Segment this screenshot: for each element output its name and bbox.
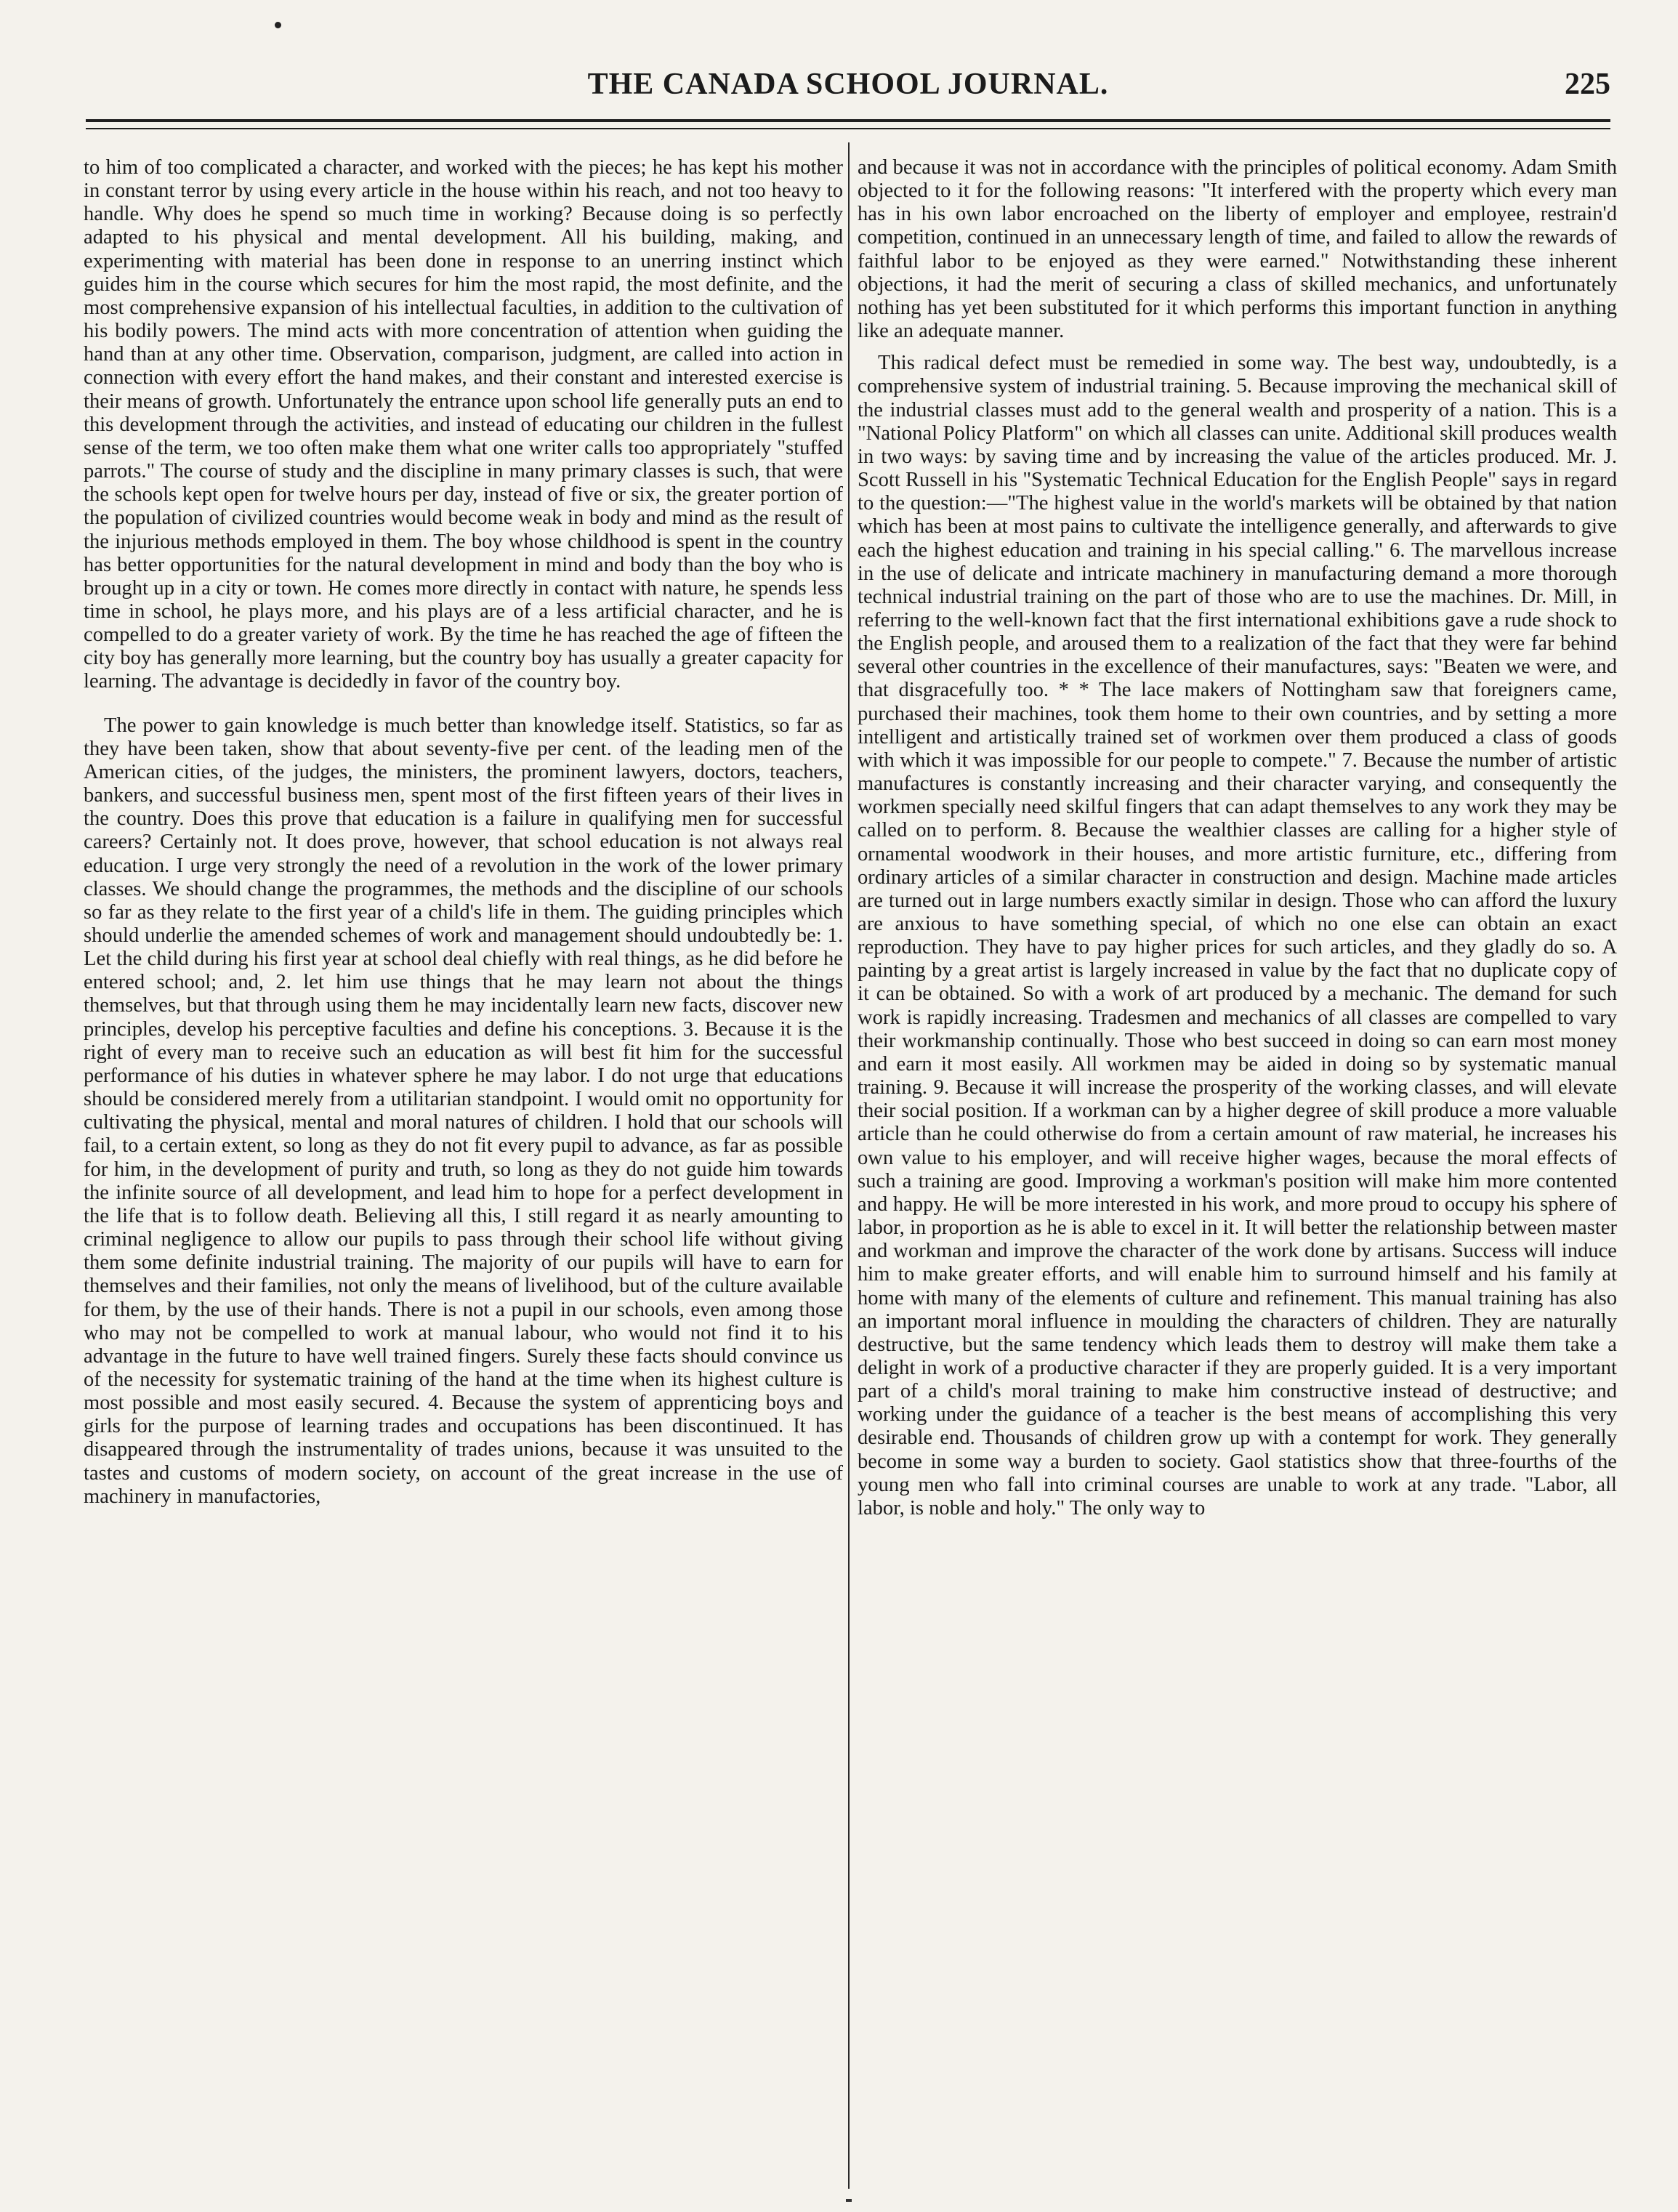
right-paragraph-2: This radical defect must be remedied in some way. The best way, undoubtedly, is a comprehensive system of industrial training. 5. Because improving the mechanical skill of the industrial classes must add to the general wealth and prosperity of a nation. This is a "National Policy Platform" on which all classes can unite. Additional skill produces wealth in two ways: by saving time and by increasing the value of the articles produced. Mr. J. Scott Russell in his "Systematic Technical Education for the English People" says in regard to the question:—"The highest value in the world's markets will be obtained by that nation which has been at most pains to cultivate the intelligence generally, and afterwards to give each the highest education and training in his special calling." 6. The marvellous increase in the use of delicate and intricate machinery in manufacturing demand a more thorough technical industrial training on the part of those who are to use the machines. Dr. Mill, in referring to the well-known fact that the first international exhibitions gave a rude shock to the English people, and aroused them to a realization of the fact that they were far behind several other countries in the excellence of their manufactures, says: "Beaten we were, and that disgracefully too. * * The lace makers of Nottingham saw that foreigners came, purchased their machines, took them home to their own countries, and by setting a more intelligent and artistically trained set of workmen over them produced a class of goods with which it was impossible for our people to compete." 7. Because the number of artistic manufactures is constantly increasing and their character varying, and consequently the workmen specially need skilful fingers that can adapt themselves to any work they may be called on to perform. 8. Because the wealthier classes are calling for a higher style of ornamental woodwork in their houses, and more artistic furniture, etc., differing from ordinary articles of a similar character in construction and design. Machine made articles are turned out in large numbers exactly similar in design. Those who can afford the luxury are anxious to have something special, of which no one else can obtain an exact reproduction. They have to pay higher prices for such articles, and they gladly do so. A painting by a great artist is largely increased in value by the fact that no duplicate copy of it can be obtained. So with a work of art produced by a mechanic. The demand for such work is rapidly increasing. Tradesmen and mechanics of all classes are compelled to vary their workmanship continually. Those who best succeed in doing so can earn most money and earn it most easily. All workmen may be aided in doing so by systematic manual training. 9. Because it will increase the prosperity of the working classes, and will elevate their social position. If a workman can by a higher degree of skill produce a more valuable article than he could otherwise do from a certain amount of raw material, he increases his own value to his employer, and will receive higher wages, because the moral effects of such a training are good. Improving a workman's position will make him more contented and happy. He will be more interested in his work, and more proud to occupy his sphere of labor, in proportion as he is able to excel in it. It will better the relationship between master and workman and improve the character of the work done by artisans. Success will induce him to make greater efforts, and will enable him to surround himself and his family at home with many of the elements of culture and refinement. This manual training has also an important moral influence in moulding the characters of children. They are naturally destructive, but the same tendency which leads them to destroy will make them take a delight in work of a productive character if they are properly guided. It is a very important part of a child's moral training to make him constructive instead of destructive; and working under the guidance of a teacher is the best means of accomplishing this very desirable end. Thousands of children grow up with a contempt for work. They generally become in some way a burden to society. Gaol statistics show that three-fourths of the young men who fall into criminal courses are unable to work at any trade. "Labor, all labor, is noble and holy." The only way to — [858, 352, 1617, 1519]
page-number: 225 — [1565, 68, 1610, 101]
journal-title: THE CANADA SCHOOL JOURNAL. — [587, 68, 1109, 101]
bottom-mark — [846, 2199, 852, 2202]
page-header — [86, 67, 1610, 110]
header-rule-thin — [86, 128, 1610, 129]
right-column — [858, 156, 1617, 2184]
right-paragraph-1: and because it was not in accordance with the principles of political economy. Adam Smith objected to it for the following reasons: "It interfered with the property which every man has in his own labor encroached on the liberty of employer and employee, restrain'd competition, continued in an unnecessary length of time, and failed to allow the rewards of faithful labor to be enjoyed as they were earned." Notwithstanding these inherent objections, it had the merit of securing a class of skilled mechanics, and unfortunately nothing has yet been substituted for it which performs this important function in anything like an adequate manner. — [858, 156, 1617, 343]
left-paragraph-1: to him of too complicated a character, and worked with the pieces; he has kept his mother in constant terror by using every article in the house within his reach, and not too heavy to handle. Why does he spend so much time in working? Because doing is so perfectly adapted to his physical and mental development. All his building, making, and experimenting with material has been done in response to an unerring instinct which guides him in the course which secures for him the most rapid, the most definite, and the most comprehensive expansion of his intellectual faculties, in addition to the cultivation of his bodily powers. The mind acts with more concentration of attention when guiding the hand than at any other time. Observation, comparison, judgment, are called into action in connection with every effort the hand makes, and their constant and interested exercise is their means of growth. Unfortunately the entrance upon school life generally puts an end to this development through the activities, and instead of educating our children in the fullest sense of the term, we too often make them what one writer calls too appropriately "stuffed parrots." The course of study and the discipline in many primary classes is such, that were the schools kept open for twelve hours per day, instead of five or six, the greater portion of the population of civilized countries would become weak in body and mind as the result of the injurious methods employed in them. The boy whose childhood is spent in the country has better opportunities for the natural development in mind and body than the boy who is brought up in a city or town. He comes more directly in contact with nature, he spends less time in school, he plays more, and his plays are of a less artificial character, and he is compelled to do a greater variety of work. By the time he has reached the age of fifteen the city boy has generally more learning, but the country boy has usually a greater capacity for learning. The advantage is decidedly in favor of the country boy. — [84, 156, 843, 693]
column-divider — [848, 142, 850, 2189]
left-paragraph-2: The power to gain knowledge is much better than knowledge itself. Statistics, so far as they have been taken, show that about seventy-five per cent. of the leading men of the American cities, of the judges, the ministers, the prominent lawyers, doctors, teachers, bankers, and successful business men, spent most of the first fifteen years of their lives in the country. Does this prove that education is a failure in qualifying men for successful careers? Certainly not. It does prove, however, that school education is not always real education. I urge very strongly the need of a revolution in the work of the lower primary classes. We should change the programmes, the methods and the discipline of our schools so far as they relate to the first year of a child's life in them. The guiding principles which should underlie the amended schemes of work and management should undoubtedly be: 1. Let the child during his first year at school deal chiefly with real things, as he did before he entered school; and, 2. let him use things that he may learn not about the things themselves, but that through using them he may incidentally learn new facts, discover new principles, develop his perceptive faculties and define his conceptions. 3. Because it is the right of every man to receive such an education as will best fit him for the successful performance of his duties in whatever sphere he may labor. I do not urge that educations should be considered merely from a utilitarian standpoint. I would omit no opportunity for cultivating the physical, mental and moral natures of children. I hold that our schools will fail, to a certain extent, so long as they do not fit every pupil to advance, as far as possible for him, in the development of purity and truth, so long as they do not guide him towards the infinite source of all development, and lead him to hope for a perfect development in the life that is to follow death. Believing all this, I still regard it as nearly amounting to criminal negligence to allow our pupils to pass through their school life without giving them some definite industrial training. The majority of our pupils will have to earn for themselves and their families, not only the means of livelihood, but of the culture available for them, by the use of their hands. There is not a pupil in our schools, even among those who may not be compelled to work at manual labour, who would not find it to his advantage in the future to have well trained fingers. Surely these facts should convince us of the necessity for systematic training of the hand at the time when its highest culture is most possible and most easily secured. 4. Because the system of apprenticing boys and girls for the purpose of learning trades and occupations has been discontinued. It has disappeared through the instrumentality of trades unions, because it was unsuited to the tastes and customs of modern society, on account of the great increase in the use of machinery in manufactories, — [84, 714, 843, 1508]
left-column — [84, 156, 843, 2184]
header-rule — [86, 119, 1610, 122]
ink-speck — [275, 22, 281, 28]
